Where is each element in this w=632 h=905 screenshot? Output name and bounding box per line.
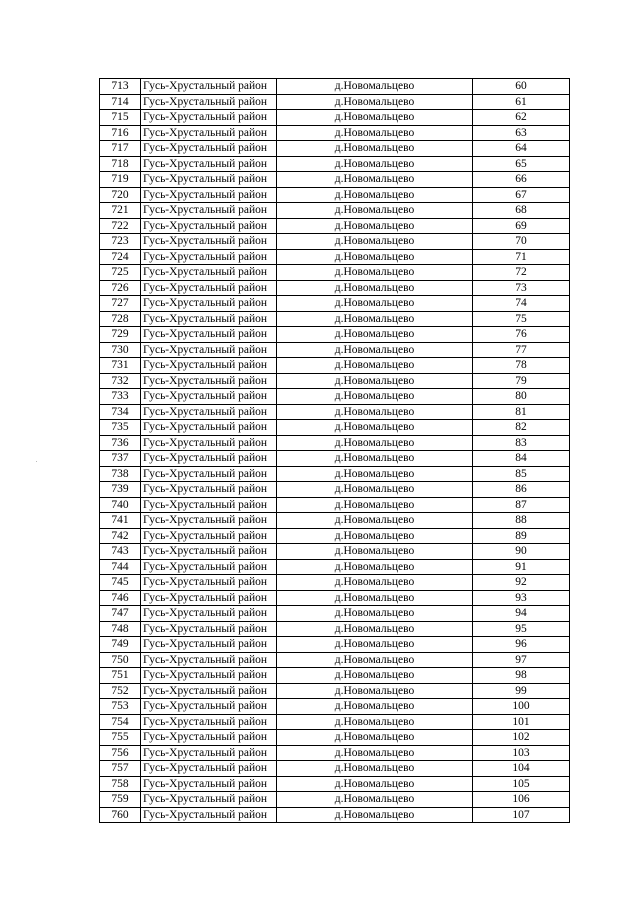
settlement-cell: д.Новомальцево — [277, 249, 473, 265]
settlement-cell: д.Новомальцево — [277, 342, 473, 358]
table-row — [100, 420, 570, 436]
district-cell: Гусь-Хрустальный район — [141, 730, 277, 746]
table-row — [100, 218, 570, 234]
settlement-cell: д.Новомальцево — [277, 265, 473, 281]
district-cell: Гусь-Хрустальный район — [141, 606, 277, 622]
settlement-cell: д.Новомальцево — [277, 358, 473, 374]
settlement-cell: д.Новомальцево — [277, 544, 473, 560]
settlement-cell: д.Новомальцево — [277, 761, 473, 777]
table-row — [100, 342, 570, 358]
district-cell: Гусь-Хрустальный район — [141, 311, 277, 327]
row-number-cell: 746 — [100, 590, 141, 606]
table-row — [100, 528, 570, 544]
row-number-cell: 734 — [100, 404, 141, 420]
row-number-cell: 728 — [100, 311, 141, 327]
house-number-cell: 100 — [473, 699, 570, 715]
house-number-cell: 104 — [473, 761, 570, 777]
district-cell: Гусь-Хрустальный район — [141, 404, 277, 420]
house-number-cell: 96 — [473, 637, 570, 653]
table-row — [100, 141, 570, 157]
row-number-cell: 721 — [100, 203, 141, 219]
row-number-cell: 719 — [100, 172, 141, 188]
house-number-cell: 67 — [473, 187, 570, 203]
settlement-cell: д.Новомальцево — [277, 668, 473, 684]
settlement-cell: д.Новомальцево — [277, 652, 473, 668]
house-number-cell: 73 — [473, 280, 570, 296]
row-number-cell: 755 — [100, 730, 141, 746]
row-number-cell: 737 — [100, 451, 141, 467]
district-cell: Гусь-Хрустальный район — [141, 528, 277, 544]
row-number-cell: 722 — [100, 218, 141, 234]
table-row — [100, 466, 570, 482]
house-number-cell: 61 — [473, 94, 570, 110]
table-row — [100, 807, 570, 823]
table-row — [100, 792, 570, 808]
row-number-cell: 745 — [100, 575, 141, 591]
row-number-cell: 715 — [100, 110, 141, 126]
table-row — [100, 125, 570, 141]
district-cell: Гусь-Хрустальный район — [141, 683, 277, 699]
district-cell: Гусь-Хрустальный район — [141, 745, 277, 761]
row-number-cell: 723 — [100, 234, 141, 250]
district-cell: Гусь-Хрустальный район — [141, 451, 277, 467]
table-row — [100, 389, 570, 405]
house-number-cell: 86 — [473, 482, 570, 498]
table-row — [100, 776, 570, 792]
table-row — [100, 327, 570, 343]
house-number-cell: 92 — [473, 575, 570, 591]
house-number-cell: 70 — [473, 234, 570, 250]
table-row — [100, 761, 570, 777]
row-number-cell: 713 — [100, 79, 141, 95]
table-row — [100, 373, 570, 389]
table-row — [100, 621, 570, 637]
district-cell: Гусь-Хрустальный район — [141, 497, 277, 513]
house-number-cell: 102 — [473, 730, 570, 746]
district-cell: Гусь-Хрустальный район — [141, 234, 277, 250]
house-number-cell: 75 — [473, 311, 570, 327]
district-cell: Гусь-Хрустальный район — [141, 621, 277, 637]
house-number-cell: 94 — [473, 606, 570, 622]
settlement-cell: д.Новомальцево — [277, 373, 473, 389]
table-row — [100, 79, 570, 95]
district-cell: Гусь-Хрустальный район — [141, 249, 277, 265]
district-cell: Гусь-Хрустальный район — [141, 203, 277, 219]
table-row — [100, 311, 570, 327]
settlement-cell: д.Новомальцево — [277, 575, 473, 591]
district-cell: Гусь-Хрустальный район — [141, 559, 277, 575]
district-cell: Гусь-Хрустальный район — [141, 156, 277, 172]
settlement-cell: д.Новомальцево — [277, 311, 473, 327]
house-number-cell: 88 — [473, 513, 570, 529]
district-cell: Гусь-Хрустальный район — [141, 668, 277, 684]
district-cell: Гусь-Хрустальный район — [141, 761, 277, 777]
row-number-cell: 750 — [100, 652, 141, 668]
district-cell: Гусь-Хрустальный район — [141, 373, 277, 389]
settlement-cell: д.Новомальцево — [277, 110, 473, 126]
row-number-cell: 740 — [100, 497, 141, 513]
settlement-cell: д.Новомальцево — [277, 218, 473, 234]
house-number-cell: 90 — [473, 544, 570, 560]
house-number-cell: 93 — [473, 590, 570, 606]
district-cell: Гусь-Хрустальный район — [141, 807, 277, 823]
house-number-cell: 76 — [473, 327, 570, 343]
settlement-cell: д.Новомальцево — [277, 94, 473, 110]
house-number-cell: 64 — [473, 141, 570, 157]
row-number-cell: 720 — [100, 187, 141, 203]
settlement-cell: д.Новомальцево — [277, 528, 473, 544]
row-number-cell: 732 — [100, 373, 141, 389]
house-number-cell: 97 — [473, 652, 570, 668]
settlement-cell: д.Новомальцево — [277, 203, 473, 219]
district-cell: Гусь-Хрустальный район — [141, 482, 277, 498]
row-number-cell: 760 — [100, 807, 141, 823]
table-row — [100, 575, 570, 591]
table-row — [100, 513, 570, 529]
house-number-cell: 79 — [473, 373, 570, 389]
table-row — [100, 714, 570, 730]
table-row — [100, 435, 570, 451]
house-number-cell: 101 — [473, 714, 570, 730]
house-number-cell: 95 — [473, 621, 570, 637]
house-number-cell: 71 — [473, 249, 570, 265]
settlement-cell: д.Новомальцево — [277, 559, 473, 575]
settlement-cell: д.Новомальцево — [277, 435, 473, 451]
settlement-cell: д.Новомальцево — [277, 497, 473, 513]
table-row — [100, 544, 570, 560]
table-row — [100, 110, 570, 126]
row-number-cell: 731 — [100, 358, 141, 374]
district-cell: Гусь-Хрустальный район — [141, 699, 277, 715]
table-row — [100, 497, 570, 513]
house-number-cell: 77 — [473, 342, 570, 358]
district-cell: Гусь-Хрустальный район — [141, 652, 277, 668]
settlement-cell: д.Новомальцево — [277, 606, 473, 622]
table-row — [100, 94, 570, 110]
house-number-cell: 89 — [473, 528, 570, 544]
settlement-cell: д.Новомальцево — [277, 699, 473, 715]
registry-table — [99, 78, 570, 823]
settlement-cell: д.Новомальцево — [277, 234, 473, 250]
house-number-cell: 103 — [473, 745, 570, 761]
district-cell: Гусь-Хрустальный район — [141, 218, 277, 234]
house-number-cell: 84 — [473, 451, 570, 467]
settlement-cell: д.Новомальцево — [277, 621, 473, 637]
district-cell: Гусь-Хрустальный район — [141, 575, 277, 591]
row-number-cell: 724 — [100, 249, 141, 265]
district-cell: Гусь-Хрустальный район — [141, 714, 277, 730]
row-number-cell: 733 — [100, 389, 141, 405]
settlement-cell: д.Новомальцево — [277, 125, 473, 141]
house-number-cell: 99 — [473, 683, 570, 699]
table-row — [100, 745, 570, 761]
settlement-cell: д.Новомальцево — [277, 420, 473, 436]
table-row — [100, 404, 570, 420]
row-number-cell: 754 — [100, 714, 141, 730]
house-number-cell: 98 — [473, 668, 570, 684]
house-number-cell: 91 — [473, 559, 570, 575]
district-cell: Гусь-Хрустальный район — [141, 792, 277, 808]
district-cell: Гусь-Хрустальный район — [141, 544, 277, 560]
district-cell: Гусь-Хрустальный район — [141, 389, 277, 405]
house-number-cell: 107 — [473, 807, 570, 823]
table-row — [100, 280, 570, 296]
house-number-cell: 65 — [473, 156, 570, 172]
settlement-cell: д.Новомальцево — [277, 714, 473, 730]
table-row — [100, 296, 570, 312]
settlement-cell: д.Новомальцево — [277, 389, 473, 405]
settlement-cell: д.Новомальцево — [277, 172, 473, 188]
district-cell: Гусь-Хрустальный район — [141, 94, 277, 110]
settlement-cell: д.Новомальцево — [277, 513, 473, 529]
table-row — [100, 265, 570, 281]
settlement-cell: д.Новомальцево — [277, 404, 473, 420]
table-row — [100, 172, 570, 188]
settlement-cell: д.Новомальцево — [277, 187, 473, 203]
table-row — [100, 358, 570, 374]
house-number-cell: 74 — [473, 296, 570, 312]
row-number-cell: 716 — [100, 125, 141, 141]
row-number-cell: 729 — [100, 327, 141, 343]
row-number-cell: 742 — [100, 528, 141, 544]
settlement-cell: д.Новомальцево — [277, 792, 473, 808]
table-row — [100, 234, 570, 250]
row-number-cell: 717 — [100, 141, 141, 157]
table-row — [100, 606, 570, 622]
district-cell: Гусь-Хрустальный район — [141, 187, 277, 203]
row-number-cell: 748 — [100, 621, 141, 637]
registry-table-body — [100, 79, 570, 823]
row-number-cell: 751 — [100, 668, 141, 684]
house-number-cell: 68 — [473, 203, 570, 219]
settlement-cell: д.Новомальцево — [277, 156, 473, 172]
settlement-cell: д.Новомальцево — [277, 79, 473, 95]
table-row — [100, 451, 570, 467]
district-cell: Гусь-Хрустальный район — [141, 513, 277, 529]
settlement-cell: д.Новомальцево — [277, 482, 473, 498]
house-number-cell: 69 — [473, 218, 570, 234]
row-number-cell: 744 — [100, 559, 141, 575]
table-row — [100, 730, 570, 746]
settlement-cell: д.Новомальцево — [277, 280, 473, 296]
district-cell: Гусь-Хрустальный район — [141, 280, 277, 296]
district-cell: Гусь-Хрустальный район — [141, 110, 277, 126]
house-number-cell: 87 — [473, 497, 570, 513]
row-number-cell: 753 — [100, 699, 141, 715]
district-cell: Гусь-Хрустальный район — [141, 776, 277, 792]
settlement-cell: д.Новомальцево — [277, 466, 473, 482]
settlement-cell: д.Новомальцево — [277, 683, 473, 699]
row-number-cell: 725 — [100, 265, 141, 281]
row-number-cell: 714 — [100, 94, 141, 110]
row-number-cell: 726 — [100, 280, 141, 296]
table-row — [100, 249, 570, 265]
row-number-cell: 735 — [100, 420, 141, 436]
settlement-cell: д.Новомальцево — [277, 776, 473, 792]
table-row — [100, 668, 570, 684]
district-cell: Гусь-Хрустальный район — [141, 79, 277, 95]
row-number-cell: 736 — [100, 435, 141, 451]
district-cell: Гусь-Хрустальный район — [141, 435, 277, 451]
house-number-cell: 78 — [473, 358, 570, 374]
row-number-cell: 747 — [100, 606, 141, 622]
row-number-cell: 756 — [100, 745, 141, 761]
district-cell: Гусь-Хрустальный район — [141, 296, 277, 312]
house-number-cell: 72 — [473, 265, 570, 281]
district-cell: Гусь-Хрустальный район — [141, 172, 277, 188]
district-cell: Гусь-Хрустальный район — [141, 265, 277, 281]
table-row — [100, 156, 570, 172]
row-number-cell: 730 — [100, 342, 141, 358]
row-number-cell: 741 — [100, 513, 141, 529]
settlement-cell: д.Новомальцево — [277, 296, 473, 312]
table-row — [100, 203, 570, 219]
district-cell: Гусь-Хрустальный район — [141, 327, 277, 343]
settlement-cell: д.Новомальцево — [277, 327, 473, 343]
row-number-cell: 759 — [100, 792, 141, 808]
district-cell: Гусь-Хрустальный район — [141, 125, 277, 141]
row-number-cell: 757 — [100, 761, 141, 777]
house-number-cell: 66 — [473, 172, 570, 188]
settlement-cell: д.Новомальцево — [277, 730, 473, 746]
row-number-cell: 743 — [100, 544, 141, 560]
district-cell: Гусь-Хрустальный район — [141, 590, 277, 606]
house-number-cell: 63 — [473, 125, 570, 141]
house-number-cell: 85 — [473, 466, 570, 482]
settlement-cell: д.Новомальцево — [277, 745, 473, 761]
house-number-cell: 83 — [473, 435, 570, 451]
table-row — [100, 187, 570, 203]
district-cell: Гусь-Хрустальный район — [141, 466, 277, 482]
district-cell: Гусь-Хрустальный район — [141, 637, 277, 653]
row-number-cell: 738 — [100, 466, 141, 482]
row-number-cell: 718 — [100, 156, 141, 172]
district-cell: Гусь-Хрустальный район — [141, 141, 277, 157]
row-number-cell: 749 — [100, 637, 141, 653]
row-number-cell: 752 — [100, 683, 141, 699]
settlement-cell: д.Новомальцево — [277, 451, 473, 467]
table-row — [100, 482, 570, 498]
house-number-cell: 62 — [473, 110, 570, 126]
settlement-cell: д.Новомальцево — [277, 807, 473, 823]
house-number-cell: 105 — [473, 776, 570, 792]
settlement-cell: д.Новомальцево — [277, 590, 473, 606]
house-number-cell: 80 — [473, 389, 570, 405]
district-cell: Гусь-Хрустальный район — [141, 420, 277, 436]
settlement-cell: д.Новомальцево — [277, 637, 473, 653]
table-row — [100, 637, 570, 653]
table-row — [100, 590, 570, 606]
house-number-cell: 82 — [473, 420, 570, 436]
district-cell: Гусь-Хрустальный район — [141, 358, 277, 374]
table-row — [100, 652, 570, 668]
district-cell: Гусь-Хрустальный район — [141, 342, 277, 358]
table-row — [100, 559, 570, 575]
row-number-cell: 739 — [100, 482, 141, 498]
settlement-cell: д.Новомальцево — [277, 141, 473, 157]
house-number-cell: 60 — [473, 79, 570, 95]
house-number-cell: 81 — [473, 404, 570, 420]
row-number-cell: 758 — [100, 776, 141, 792]
scan-speck — [36, 461, 37, 462]
row-number-cell: 727 — [100, 296, 141, 312]
table-row — [100, 699, 570, 715]
table-row — [100, 683, 570, 699]
house-number-cell: 106 — [473, 792, 570, 808]
